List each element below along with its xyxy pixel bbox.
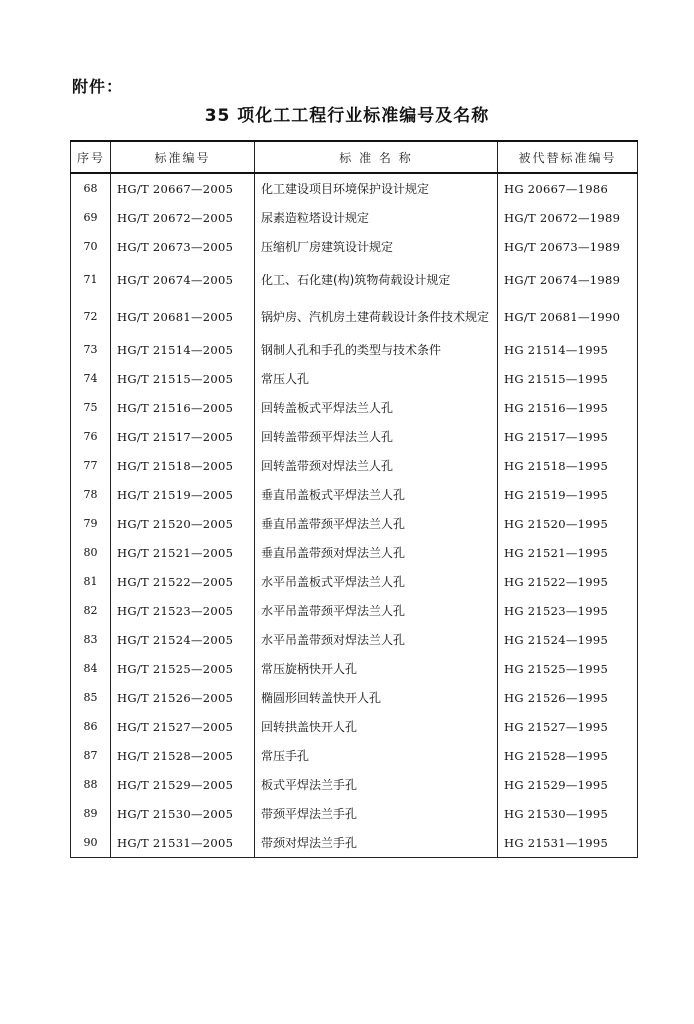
row-number: 80: [71, 538, 111, 567]
row-number: 77: [71, 451, 111, 480]
table-header-row: [71, 141, 638, 173]
replaced-standard-code: HG 21524—1995: [498, 625, 638, 654]
table-row: [71, 364, 638, 393]
standard-code: HG/T 21525—2005: [111, 654, 255, 683]
header-name: 标 准 名 称: [255, 141, 498, 173]
table-row: [71, 741, 638, 770]
row-number: 81: [71, 567, 111, 596]
replaced-standard-code: HG 21517—1995: [498, 422, 638, 451]
table-row: [71, 538, 638, 567]
row-number: 73: [71, 335, 111, 364]
standard-name: 化工建设项目环境保护设计规定: [255, 173, 498, 203]
standard-code: HG/T 21531—2005: [111, 828, 255, 858]
header-code: 标准编号: [111, 141, 255, 173]
row-number: 83: [71, 625, 111, 654]
row-number: 71: [71, 261, 111, 298]
standard-code: HG/T 21522—2005: [111, 567, 255, 596]
standard-code: HG/T 21529—2005: [111, 770, 255, 799]
header-no: 序号: [71, 141, 111, 173]
standard-name: 钢制人孔和手孔的类型与技术条件: [255, 335, 498, 364]
row-number: 75: [71, 393, 111, 422]
row-number: 69: [71, 203, 111, 232]
replaced-standard-code: HG 21526—1995: [498, 683, 638, 712]
row-number: 74: [71, 364, 111, 393]
standard-name: 常压旋柄快开人孔: [255, 654, 498, 683]
standards-table: [70, 140, 638, 858]
replaced-standard-code: HG 21527—1995: [498, 712, 638, 741]
standard-code: HG/T 21530—2005: [111, 799, 255, 828]
standard-name: 锅炉房、汽机房土建荷载设计条件技术规定: [255, 298, 498, 335]
standard-name: 垂直吊盖带颈平焊法兰人孔: [255, 509, 498, 538]
standard-name: 回转盖带颈平焊法兰人孔: [255, 422, 498, 451]
row-number: 85: [71, 683, 111, 712]
standard-code: HG/T 21514—2005: [111, 335, 255, 364]
standard-code: HG/T 20672—2005: [111, 203, 255, 232]
standard-code: HG/T 20667—2005: [111, 173, 255, 203]
standard-code: HG/T 21517—2005: [111, 422, 255, 451]
replaced-standard-code: HG/T 20681—1990: [498, 298, 638, 335]
row-number: 84: [71, 654, 111, 683]
replaced-standard-code: HG 21525—1995: [498, 654, 638, 683]
standard-code: HG/T 21516—2005: [111, 393, 255, 422]
replaced-standard-code: HG/T 20672—1989: [498, 203, 638, 232]
attachment-label: 附件：: [72, 77, 124, 96]
table-row: [71, 422, 638, 451]
standard-name: 化工、石化建(构)筑物荷载设计规定: [255, 261, 498, 298]
table-row: [71, 480, 638, 509]
standard-name: 尿素造粒塔设计规定: [255, 203, 498, 232]
replaced-standard-code: HG 21528—1995: [498, 741, 638, 770]
table-row: [71, 567, 638, 596]
replaced-standard-code: HG 21514—1995: [498, 335, 638, 364]
standard-name: 水平吊盖带颈平焊法兰人孔: [255, 596, 498, 625]
table-row: [71, 596, 638, 625]
standard-code: HG/T 21520—2005: [111, 509, 255, 538]
standard-name: 回转盖带颈对焊法兰人孔: [255, 451, 498, 480]
table-row: [71, 335, 638, 364]
row-number: 72: [71, 298, 111, 335]
standard-code: HG/T 21518—2005: [111, 451, 255, 480]
standard-code: HG/T 21526—2005: [111, 683, 255, 712]
standard-code: HG/T 21528—2005: [111, 741, 255, 770]
table-row: [71, 712, 638, 741]
document-title: 35 项化工工程行业标准编号及名称: [204, 106, 490, 126]
standard-code: HG/T 20674—2005: [111, 261, 255, 298]
row-number: 76: [71, 422, 111, 451]
header-replaced: 被代替标准编号: [498, 141, 638, 173]
standard-name: 垂直吊盖带颈对焊法兰人孔: [255, 538, 498, 567]
standard-name: 板式平焊法兰手孔: [255, 770, 498, 799]
row-number: 89: [71, 799, 111, 828]
row-number: 86: [71, 712, 111, 741]
row-number: 82: [71, 596, 111, 625]
row-number: 87: [71, 741, 111, 770]
row-number: 79: [71, 509, 111, 538]
table-row: [71, 828, 638, 858]
replaced-standard-code: HG 21529—1995: [498, 770, 638, 799]
table-row: [71, 509, 638, 538]
standard-code: HG/T 21521—2005: [111, 538, 255, 567]
table-row: [71, 173, 638, 203]
replaced-standard-code: HG 21520—1995: [498, 509, 638, 538]
table-row: [71, 203, 638, 232]
row-number: 78: [71, 480, 111, 509]
replaced-standard-code: HG 21516—1995: [498, 393, 638, 422]
standard-name: 带颈对焊法兰手孔: [255, 828, 498, 858]
standard-name: 垂直吊盖板式平焊法兰人孔: [255, 480, 498, 509]
standard-code: HG/T 21523—2005: [111, 596, 255, 625]
table-row: [71, 393, 638, 422]
standard-code: HG/T 20673—2005: [111, 232, 255, 261]
standard-name: 压缩机厂房建筑设计规定: [255, 232, 498, 261]
replaced-standard-code: HG 21518—1995: [498, 451, 638, 480]
row-number: 68: [71, 173, 111, 203]
table-row: [71, 261, 638, 298]
standard-name: 回转盖板式平焊法兰人孔: [255, 393, 498, 422]
replaced-standard-code: HG/T 20674—1989: [498, 261, 638, 298]
standard-name: 水平吊盖板式平焊法兰人孔: [255, 567, 498, 596]
standard-code: HG/T 21515—2005: [111, 364, 255, 393]
standard-code: HG/T 21527—2005: [111, 712, 255, 741]
table-row: [71, 770, 638, 799]
row-number: 70: [71, 232, 111, 261]
table-row: [71, 451, 638, 480]
standard-code: HG/T 21524—2005: [111, 625, 255, 654]
replaced-standard-code: HG 21531—1995: [498, 828, 638, 858]
replaced-standard-code: HG 21519—1995: [498, 480, 638, 509]
replaced-standard-code: HG 21530—1995: [498, 799, 638, 828]
standard-code: HG/T 20681—2005: [111, 298, 255, 335]
replaced-standard-code: HG/T 20673—1989: [498, 232, 638, 261]
replaced-standard-code: HG 21523—1995: [498, 596, 638, 625]
replaced-standard-code: HG 20667—1986: [498, 173, 638, 203]
replaced-standard-code: HG 21521—1995: [498, 538, 638, 567]
replaced-standard-code: HG 21522—1995: [498, 567, 638, 596]
row-number: 88: [71, 770, 111, 799]
standard-name: 常压手孔: [255, 741, 498, 770]
standard-name: 常压人孔: [255, 364, 498, 393]
table-row: [71, 654, 638, 683]
table-row: [71, 232, 638, 261]
table-row: [71, 683, 638, 712]
table-row: [71, 799, 638, 828]
standard-name: 回转拱盖快开人孔: [255, 712, 498, 741]
row-number: 90: [71, 828, 111, 858]
standard-name: 带颈平焊法兰手孔: [255, 799, 498, 828]
standard-name: 水平吊盖带颈对焊法兰人孔: [255, 625, 498, 654]
table-row: [71, 298, 638, 335]
standard-name: 椭圆形回转盖快开人孔: [255, 683, 498, 712]
table-row: [71, 625, 638, 654]
standard-code: HG/T 21519—2005: [111, 480, 255, 509]
replaced-standard-code: HG 21515—1995: [498, 364, 638, 393]
